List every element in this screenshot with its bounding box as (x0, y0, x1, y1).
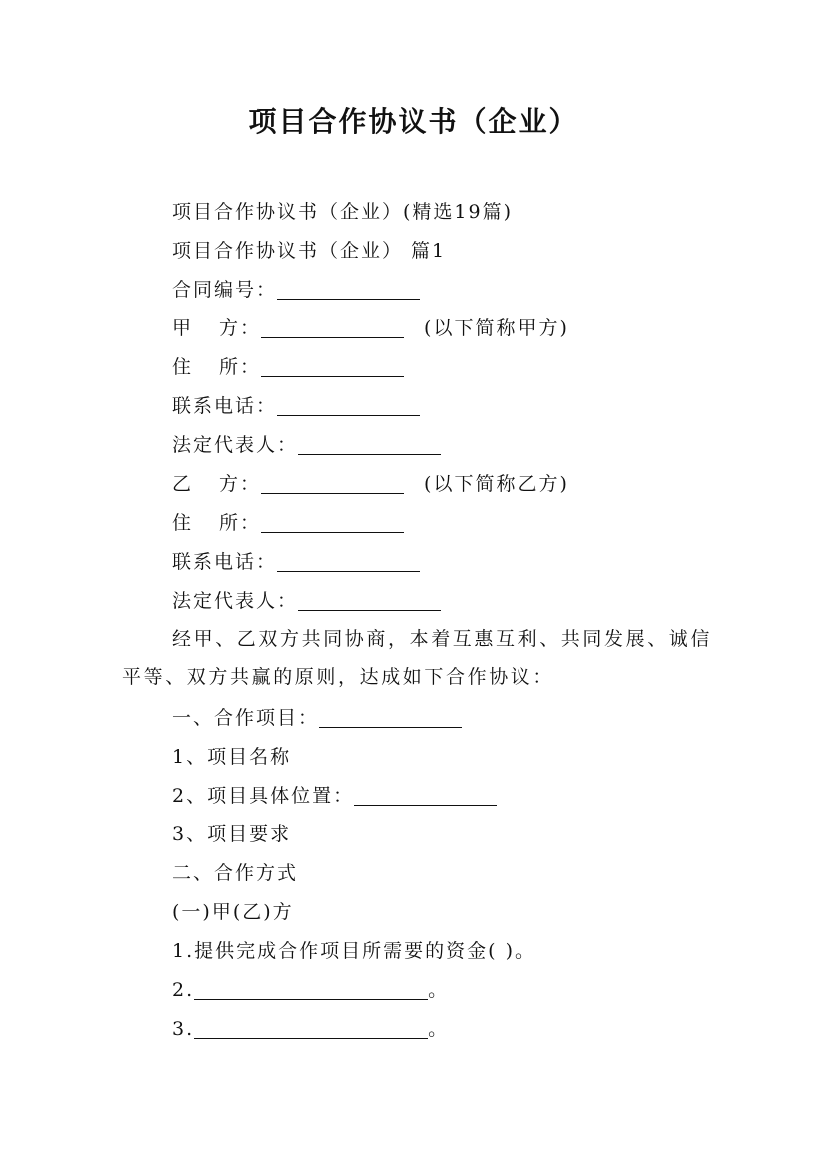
point-3-prefix: 3. (172, 1018, 195, 1040)
phone-label: 联系电话： (172, 551, 278, 573)
address-label-suffix: 所： (219, 356, 262, 378)
project-location-blank (354, 787, 497, 806)
party-b-label: 乙 (172, 473, 194, 495)
item-2-line (172, 783, 497, 809)
item-3: 3、项目要求 (172, 823, 292, 845)
party-b-phone-blank (277, 553, 420, 572)
contract-number-blank (277, 281, 420, 300)
address-label: 住 (172, 512, 194, 534)
intro-paragraph: 经甲、乙双方共同协商，本着互惠互利、共同发展、诚信平等、双方共赢的原则，达成如下合作协议： (122, 628, 713, 688)
point-2-prefix: 2. (172, 979, 195, 1001)
party-a-note: (以下简称甲方) (424, 317, 569, 339)
section-1-heading: 一、合作项目： (172, 707, 320, 729)
party-a-legal-rep-blank (298, 436, 441, 455)
party-b-blank (261, 475, 404, 494)
point-2-blank (194, 981, 428, 1000)
party-a-phone-blank (277, 397, 420, 416)
party-a-label-suffix: 方： (219, 317, 262, 339)
point-2-line (172, 977, 449, 1003)
point-3-suffix: 。 (428, 1018, 450, 1040)
party-a-line (172, 315, 569, 341)
section-2-heading: 二、合作方式 (172, 862, 299, 884)
party-a-legal-rep-line (172, 432, 441, 458)
chapter-heading: 项目合作协议书（企业） 篇1 (172, 240, 447, 262)
party-b-note: (以下简称乙方) (424, 473, 569, 495)
party-b-address-line (172, 510, 404, 536)
party-b-phone-line (172, 549, 420, 575)
cooperation-project-blank (319, 709, 462, 728)
party-a-phone-line (172, 393, 420, 419)
phone-label: 联系电话： (172, 395, 278, 417)
party-b-label-suffix: 方： (219, 473, 262, 495)
party-a-label: 甲 (172, 317, 194, 339)
page-title: 项目合作协议书（企业） (248, 105, 579, 138)
address-label-suffix: 所： (219, 512, 262, 534)
point-3-line (172, 1016, 449, 1042)
contract-number-label: 合同编号： (172, 279, 278, 301)
point-3-blank (194, 1020, 428, 1039)
party-a-address-blank (261, 358, 404, 377)
sub-section-1: (一)甲(乙)方 (172, 901, 294, 923)
legal-rep-label: 法定代表人： (172, 434, 299, 456)
legal-rep-label: 法定代表人： (172, 590, 299, 612)
point-1: 1.提供完成合作项目所需要的资金( )。 (172, 940, 536, 962)
party-b-legal-rep-blank (298, 592, 441, 611)
party-b-address-blank (261, 514, 404, 533)
party-b-line (172, 471, 569, 497)
party-b-legal-rep-line (172, 588, 441, 614)
party-a-blank (261, 319, 404, 338)
item-2: 2、项目具体位置： (172, 785, 355, 807)
party-a-address-line (172, 354, 404, 380)
collection-title: 项目合作协议书（企业）(精选19篇) (172, 201, 514, 223)
section-1-line (172, 705, 462, 731)
point-2-suffix: 。 (428, 979, 450, 1001)
item-1: 1、项目名称 (172, 746, 292, 768)
contract-number-line (172, 277, 420, 303)
address-label: 住 (172, 356, 194, 378)
